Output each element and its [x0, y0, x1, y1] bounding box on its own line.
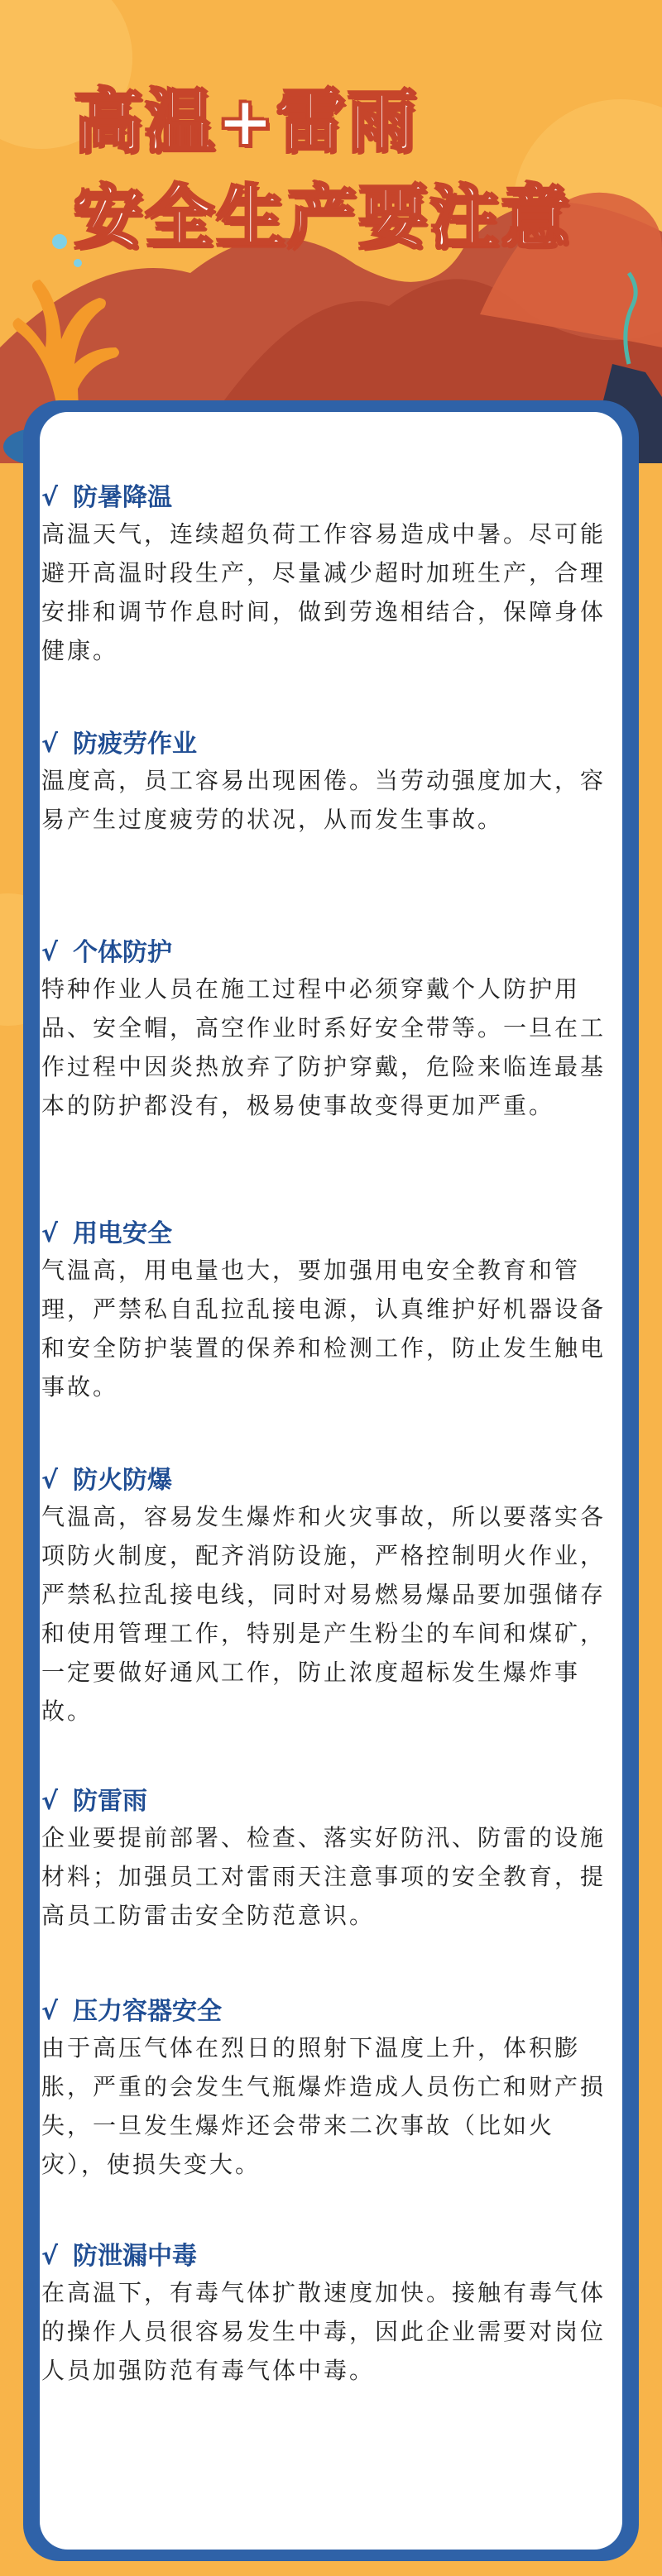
- section-body: 高温天气，连续超负荷工作容易造成中暑。尽可能避开高温时段生产，尽量减少超时加班生产，合理安排和调节作息时间，做到劳逸相结合，保障身体健康。: [41, 520, 607, 664]
- section-toxic-leak: [41, 2238, 612, 2390]
- check-icon: √: [41, 1997, 59, 2026]
- page-title-line-1: 高温+雷雨: [74, 83, 420, 161]
- section-body: 温度高，员工容易出现困倦。当劳动强度加大，容易产生过度疲劳的状况，从而发生事故。: [41, 767, 607, 833]
- section-header: [41, 726, 612, 763]
- section-title: 防雷雨: [73, 1787, 147, 1816]
- section-body: 气温高，容易发生爆炸和火灾事故，所以要落实各项防火制度，配齐消防设施，严格控制明火作业，严禁私拉乱接电线，同时对易燃易爆品要加强储存和使用管理工作，特别是产生粉尘的车间和煤矿，一定要做好通风工作，防止浓度超标发生爆炸事故。: [41, 1503, 607, 1725]
- section-header: [41, 2238, 612, 2275]
- section-body: 由于高压气体在烈日的照射下温度上升，体积膨胀，严重的会发生气瓶爆炸造成人员伤亡和财产损失，一旦发生爆炸还会带来二次事故（比如火灾），使损失变大。: [41, 2034, 607, 2178]
- section-body: 企业要提前部署、检查、落实好防汛、防雷的设施材料；加强员工对雷雨天注意事项的安全教育，提高员工防雷击安全防范意识。: [41, 1824, 607, 1929]
- section-title: 防暑降温: [73, 483, 172, 512]
- section-electrical-safety: [41, 1216, 612, 1406]
- section-thunderstorm: [41, 1784, 612, 1935]
- section-body: 特种作业人员在施工过程中必须穿戴个人防护用品、安全帽，高空作业时系好安全带等。一旦在工作过程中因炎热放弃了防护穿戴，危险来临连最基本的防护都没有，极易使事故变得更加严重。: [41, 975, 607, 1119]
- check-icon: √: [41, 938, 59, 967]
- check-icon: √: [41, 2242, 59, 2271]
- section-header: [41, 1463, 612, 1499]
- section-title: 防火防爆: [73, 1466, 172, 1495]
- section-title: 压力容器安全: [73, 1997, 222, 2026]
- section-title: 个体防护: [73, 938, 172, 967]
- section-body: 在高温下，有毒气体扩散速度加快。接触有毒气体的操作人员很容易发生中毒，因此企业需要对岗位人员加强防范有毒气体中毒。: [41, 2279, 607, 2384]
- section-header: [41, 1216, 612, 1252]
- section-header: [41, 935, 612, 971]
- section-body: 气温高，用电量也大，要加强用电安全教育和管理，严禁私自乱拉乱接电源，认真维护好机器设备和安全防护装置的保养和检测工作，防止发生触电事故。: [41, 1257, 607, 1401]
- check-icon: √: [41, 1787, 59, 1816]
- hero-banner: [0, 0, 662, 463]
- section-title: 防疲劳作业: [73, 730, 197, 759]
- section-personal-protection: [41, 935, 612, 1125]
- section-fire-explosion: [41, 1463, 612, 1731]
- section-pressure-vessel: [41, 1994, 612, 2184]
- bubble-shape: [52, 234, 67, 249]
- section-header: [41, 1784, 612, 1820]
- check-icon: √: [41, 1466, 59, 1495]
- page-title-line-2: 安全生产要注意: [74, 179, 573, 257]
- check-icon: √: [41, 1219, 59, 1248]
- section-header: [41, 480, 612, 516]
- section-fatigue: [41, 726, 612, 839]
- section-title: 防泄漏中毒: [73, 2242, 197, 2271]
- check-icon: √: [41, 730, 59, 759]
- check-icon: √: [41, 483, 59, 512]
- section-header: [41, 1994, 612, 2030]
- section-heatstroke: [41, 480, 612, 670]
- section-title: 用电安全: [73, 1219, 172, 1248]
